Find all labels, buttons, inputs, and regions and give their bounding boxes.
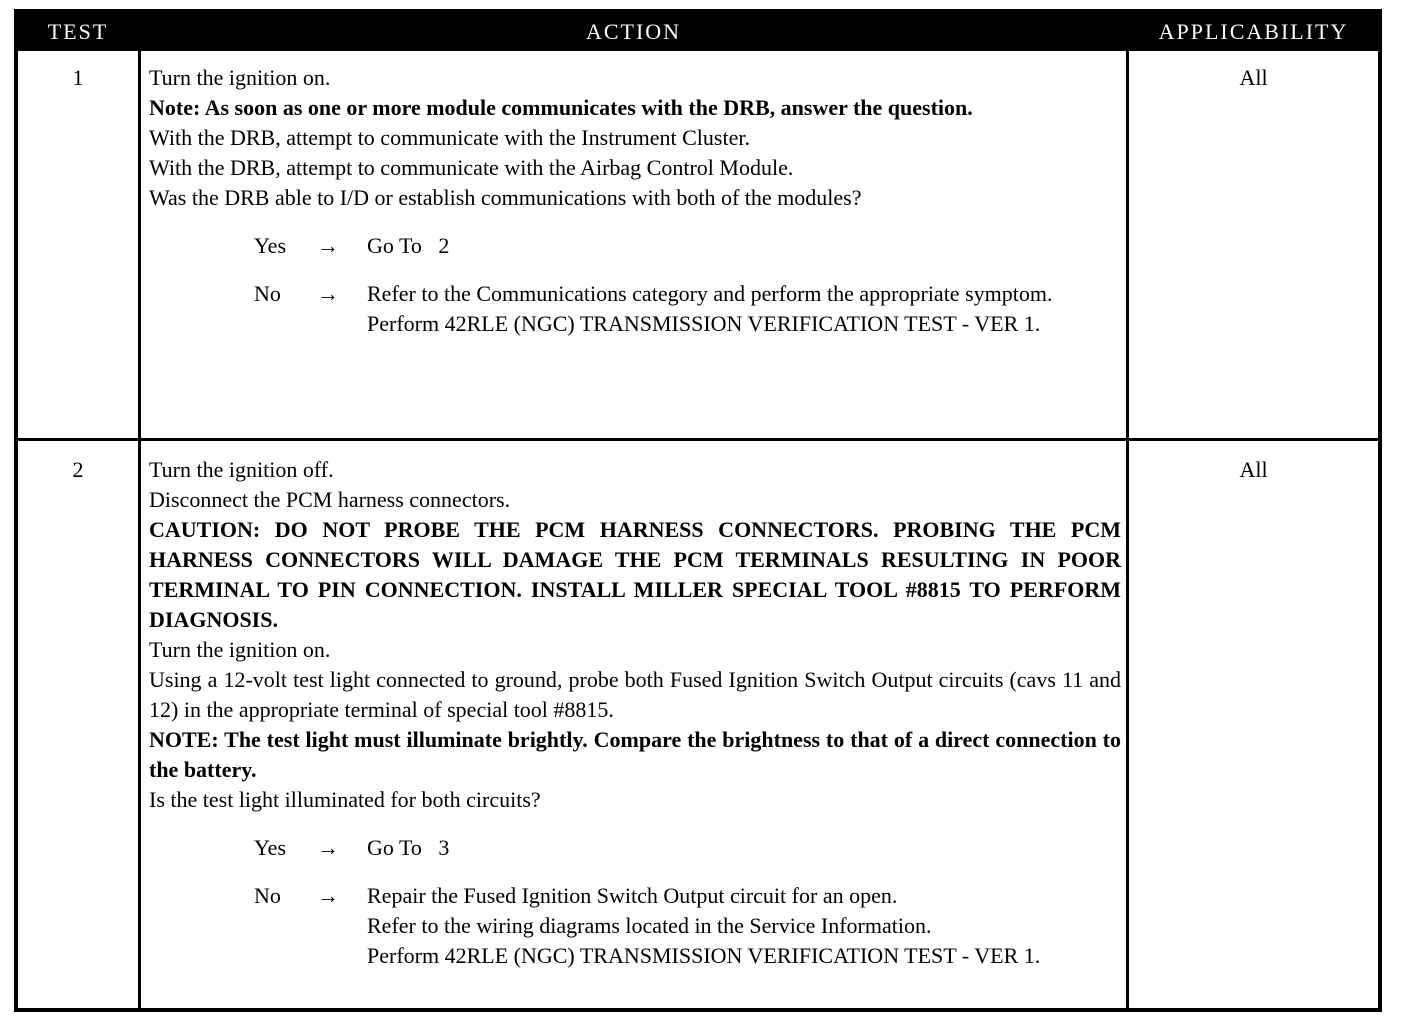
no-label: No <box>254 281 281 306</box>
applicability-value: All <box>1239 65 1268 90</box>
question-text: Was the DRB able to I/D or establish communications with both of the modules? <box>149 185 862 210</box>
no-action-text: Refer to the Communications category and perform the appropriate symptom. <box>367 281 1053 306</box>
arrow-right-icon: → <box>317 233 339 258</box>
step-text: Turn the ignition off. <box>149 457 334 482</box>
no-label: No <box>254 883 281 908</box>
caution-text: CAUTION: DO NOT PROBE THE PCM HARNESS CONNECTORS. PROBING THE PCM HARNESS CONNECTORS WILL DAMAGE THE PCM TERMINALS RESULTING IN POOR TERMINAL TO PIN CONNECTION. INSTALL MILLER SPECIAL TOOL #8815 TO PERFORM DIAGNOSIS. <box>149 517 1121 632</box>
row-divider <box>18 438 1378 441</box>
step-text: Turn the ignition on. <box>149 637 331 662</box>
diagnostic-table <box>14 9 1382 1012</box>
header-test: TEST <box>47 19 109 44</box>
arrow-right-icon: → <box>317 883 339 908</box>
step-text: Using a 12-volt test light connected to ground, probe both Fused Ignition Switch Output circuits (cavs 11 and 12) in the appropriate terminal of special tool #8815. <box>149 667 1121 722</box>
note-text: Note: As soon as one or more module communicates with the DRB, answer the question. <box>149 95 973 120</box>
step-text: With the DRB, attempt to communicate with the Instrument Cluster. <box>149 125 750 150</box>
action-cell <box>149 455 1121 971</box>
yes-branch <box>149 833 1121 863</box>
action-cell <box>149 63 1121 339</box>
step-text: Turn the ignition on. <box>149 65 331 90</box>
step-text: Disconnect the PCM harness connectors. <box>149 487 511 512</box>
no-branch <box>149 881 1121 971</box>
yes-label: Yes <box>254 835 287 860</box>
table-header <box>18 13 1378 51</box>
header-applicability: APPLICABILITY <box>1158 19 1349 44</box>
no-branch <box>149 279 1121 339</box>
column-divider <box>1126 51 1129 1008</box>
arrow-right-icon: → <box>317 281 339 306</box>
note-text: NOTE: The test light must illuminate brightly. Compare the brightness to that of a direct connection to the battery. <box>149 727 1121 782</box>
column-divider <box>138 51 141 1008</box>
question-text: Is the test light illuminated for both circuits? <box>149 787 541 812</box>
test-number: 2 <box>72 457 84 482</box>
verification-test-link[interactable]: Perform 42RLE (NGC) TRANSMISSION VERIFICATION TEST - VER 1. <box>367 943 1041 968</box>
test-number: 1 <box>72 65 84 90</box>
no-action-text: Refer to the wiring diagrams located in the Service Information. <box>367 913 932 938</box>
no-action-text: Repair the Fused Ignition Switch Output circuit for an open. <box>367 883 898 908</box>
step-text: With the DRB, attempt to communicate with the Airbag Control Module. <box>149 155 794 180</box>
applicability-value: All <box>1239 457 1268 482</box>
yes-branch <box>149 231 1121 261</box>
go-to-link[interactable]: Go To 2 <box>367 233 450 258</box>
header-action: ACTION <box>585 19 682 44</box>
arrow-right-icon: → <box>317 835 339 860</box>
go-to-link[interactable]: Go To 3 <box>367 835 450 860</box>
yes-label: Yes <box>254 233 287 258</box>
verification-test-link[interactable]: Perform 42RLE (NGC) TRANSMISSION VERIFICATION TEST - VER 1. <box>367 311 1041 336</box>
